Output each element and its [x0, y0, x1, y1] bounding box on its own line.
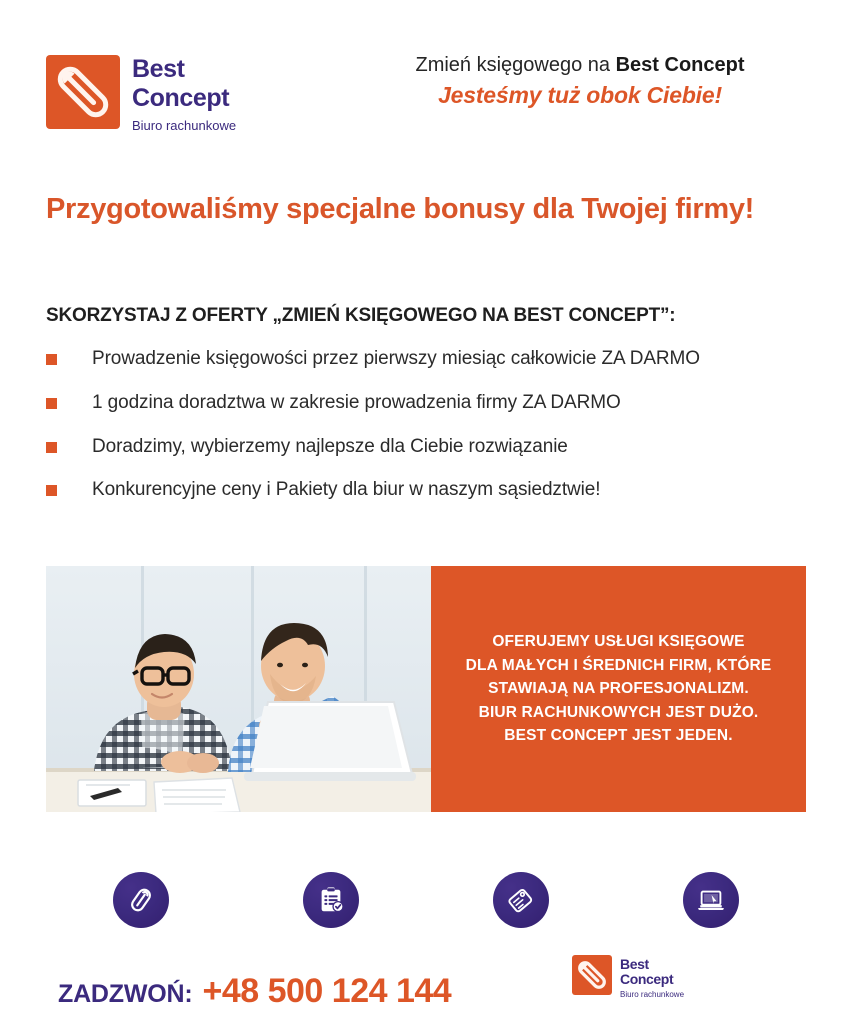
- benefits-list: [46, 347, 826, 522]
- brand-tagline: Biuro rachunkowe: [132, 118, 237, 133]
- header-tagline-emphasis: Jesteśmy tuż obok Ciebie!: [438, 82, 722, 108]
- service-icon-row: [46, 872, 806, 928]
- brand-logo: [572, 955, 684, 999]
- bullet-square-icon: [46, 354, 57, 365]
- brand-name-line1: Best: [132, 55, 185, 83]
- header-tagline-bold: Best Concept: [615, 54, 745, 76]
- benefit-text: Prowadzenie księgowości przez pierwszy miesiąc całkowicie ZA DARMO: [92, 348, 700, 369]
- list-item: [46, 391, 826, 415]
- brand-logo: [46, 55, 236, 133]
- footer-logo[interactable]: [572, 955, 684, 999]
- promo-banner: [46, 566, 806, 812]
- banner-message-line: BEST CONCEPT JEST JEDEN.: [504, 727, 733, 745]
- brand-name-line2: Concept: [620, 971, 674, 987]
- brand-name-line1: Best: [620, 956, 649, 972]
- list-item: [46, 478, 826, 502]
- header-tagline-line1: [360, 52, 800, 79]
- clipboard-check-icon[interactable]: [303, 872, 359, 928]
- header-tagline-plain: Zmień księgowego na: [415, 54, 616, 76]
- list-item: [46, 347, 826, 371]
- bullet-square-icon: [46, 398, 57, 409]
- page-title: Przygotowaliśmy specjalne bonusy dla Twojej firmy!: [46, 193, 755, 225]
- bullet-square-icon: [46, 442, 57, 453]
- paperclip-icon: [46, 55, 120, 129]
- brand-wordmark: [620, 955, 684, 999]
- header-tagline: [360, 52, 800, 109]
- banner-message-panel: [431, 566, 806, 812]
- brand-tagline: Biuro rachunkowe: [620, 990, 685, 999]
- offer-title: SKORZYSTAJ Z OFERTY „ZMIEŃ KSIĘGOWEGO NA BEST CONCEPT”:: [46, 305, 676, 326]
- banner-message-line: DLA MAŁYCH I ŚREDNICH FIRM, KTÓRE: [465, 656, 772, 674]
- banner-message-line: BIUR RACHUNKOWYCH JEST DUŻO.: [478, 703, 759, 721]
- benefit-text: Doradzimy, wybierzemy najlepsze dla Ciebie rozwiązanie: [92, 435, 568, 457]
- brand-name-line2: Concept: [132, 84, 230, 112]
- brand-wordmark: [132, 55, 236, 133]
- paperclip-icon[interactable]: [113, 872, 169, 928]
- laptop-icon[interactable]: [683, 872, 739, 928]
- phone-number[interactable]: +48 500 124 144: [202, 972, 452, 1010]
- banner-message-lines: [452, 630, 786, 748]
- bullet-square-icon: [46, 485, 57, 496]
- list-item: [46, 435, 826, 459]
- call-to-action: [58, 972, 451, 1011]
- benefit-text: Konkurencyjne ceny i Pakiety dla biur w naszym sąsiedztwie!: [92, 479, 601, 501]
- benefit-text: 1 godzina doradztwa w zakresie prowadzenia firmy ZA DARMO: [92, 391, 621, 413]
- price-tag-icon[interactable]: [493, 872, 549, 928]
- banner-photo: [46, 566, 431, 812]
- paperclip-icon: [572, 955, 612, 995]
- banner-message-line: OFERUJEMY USŁUGI KSIĘGOWE: [492, 633, 745, 651]
- header-logo[interactable]: [46, 55, 236, 133]
- banner-message-line: STAWIAJĄ NA PROFESJONALIZM.: [488, 680, 749, 698]
- call-label: ZADZWOŃ:: [58, 980, 193, 1008]
